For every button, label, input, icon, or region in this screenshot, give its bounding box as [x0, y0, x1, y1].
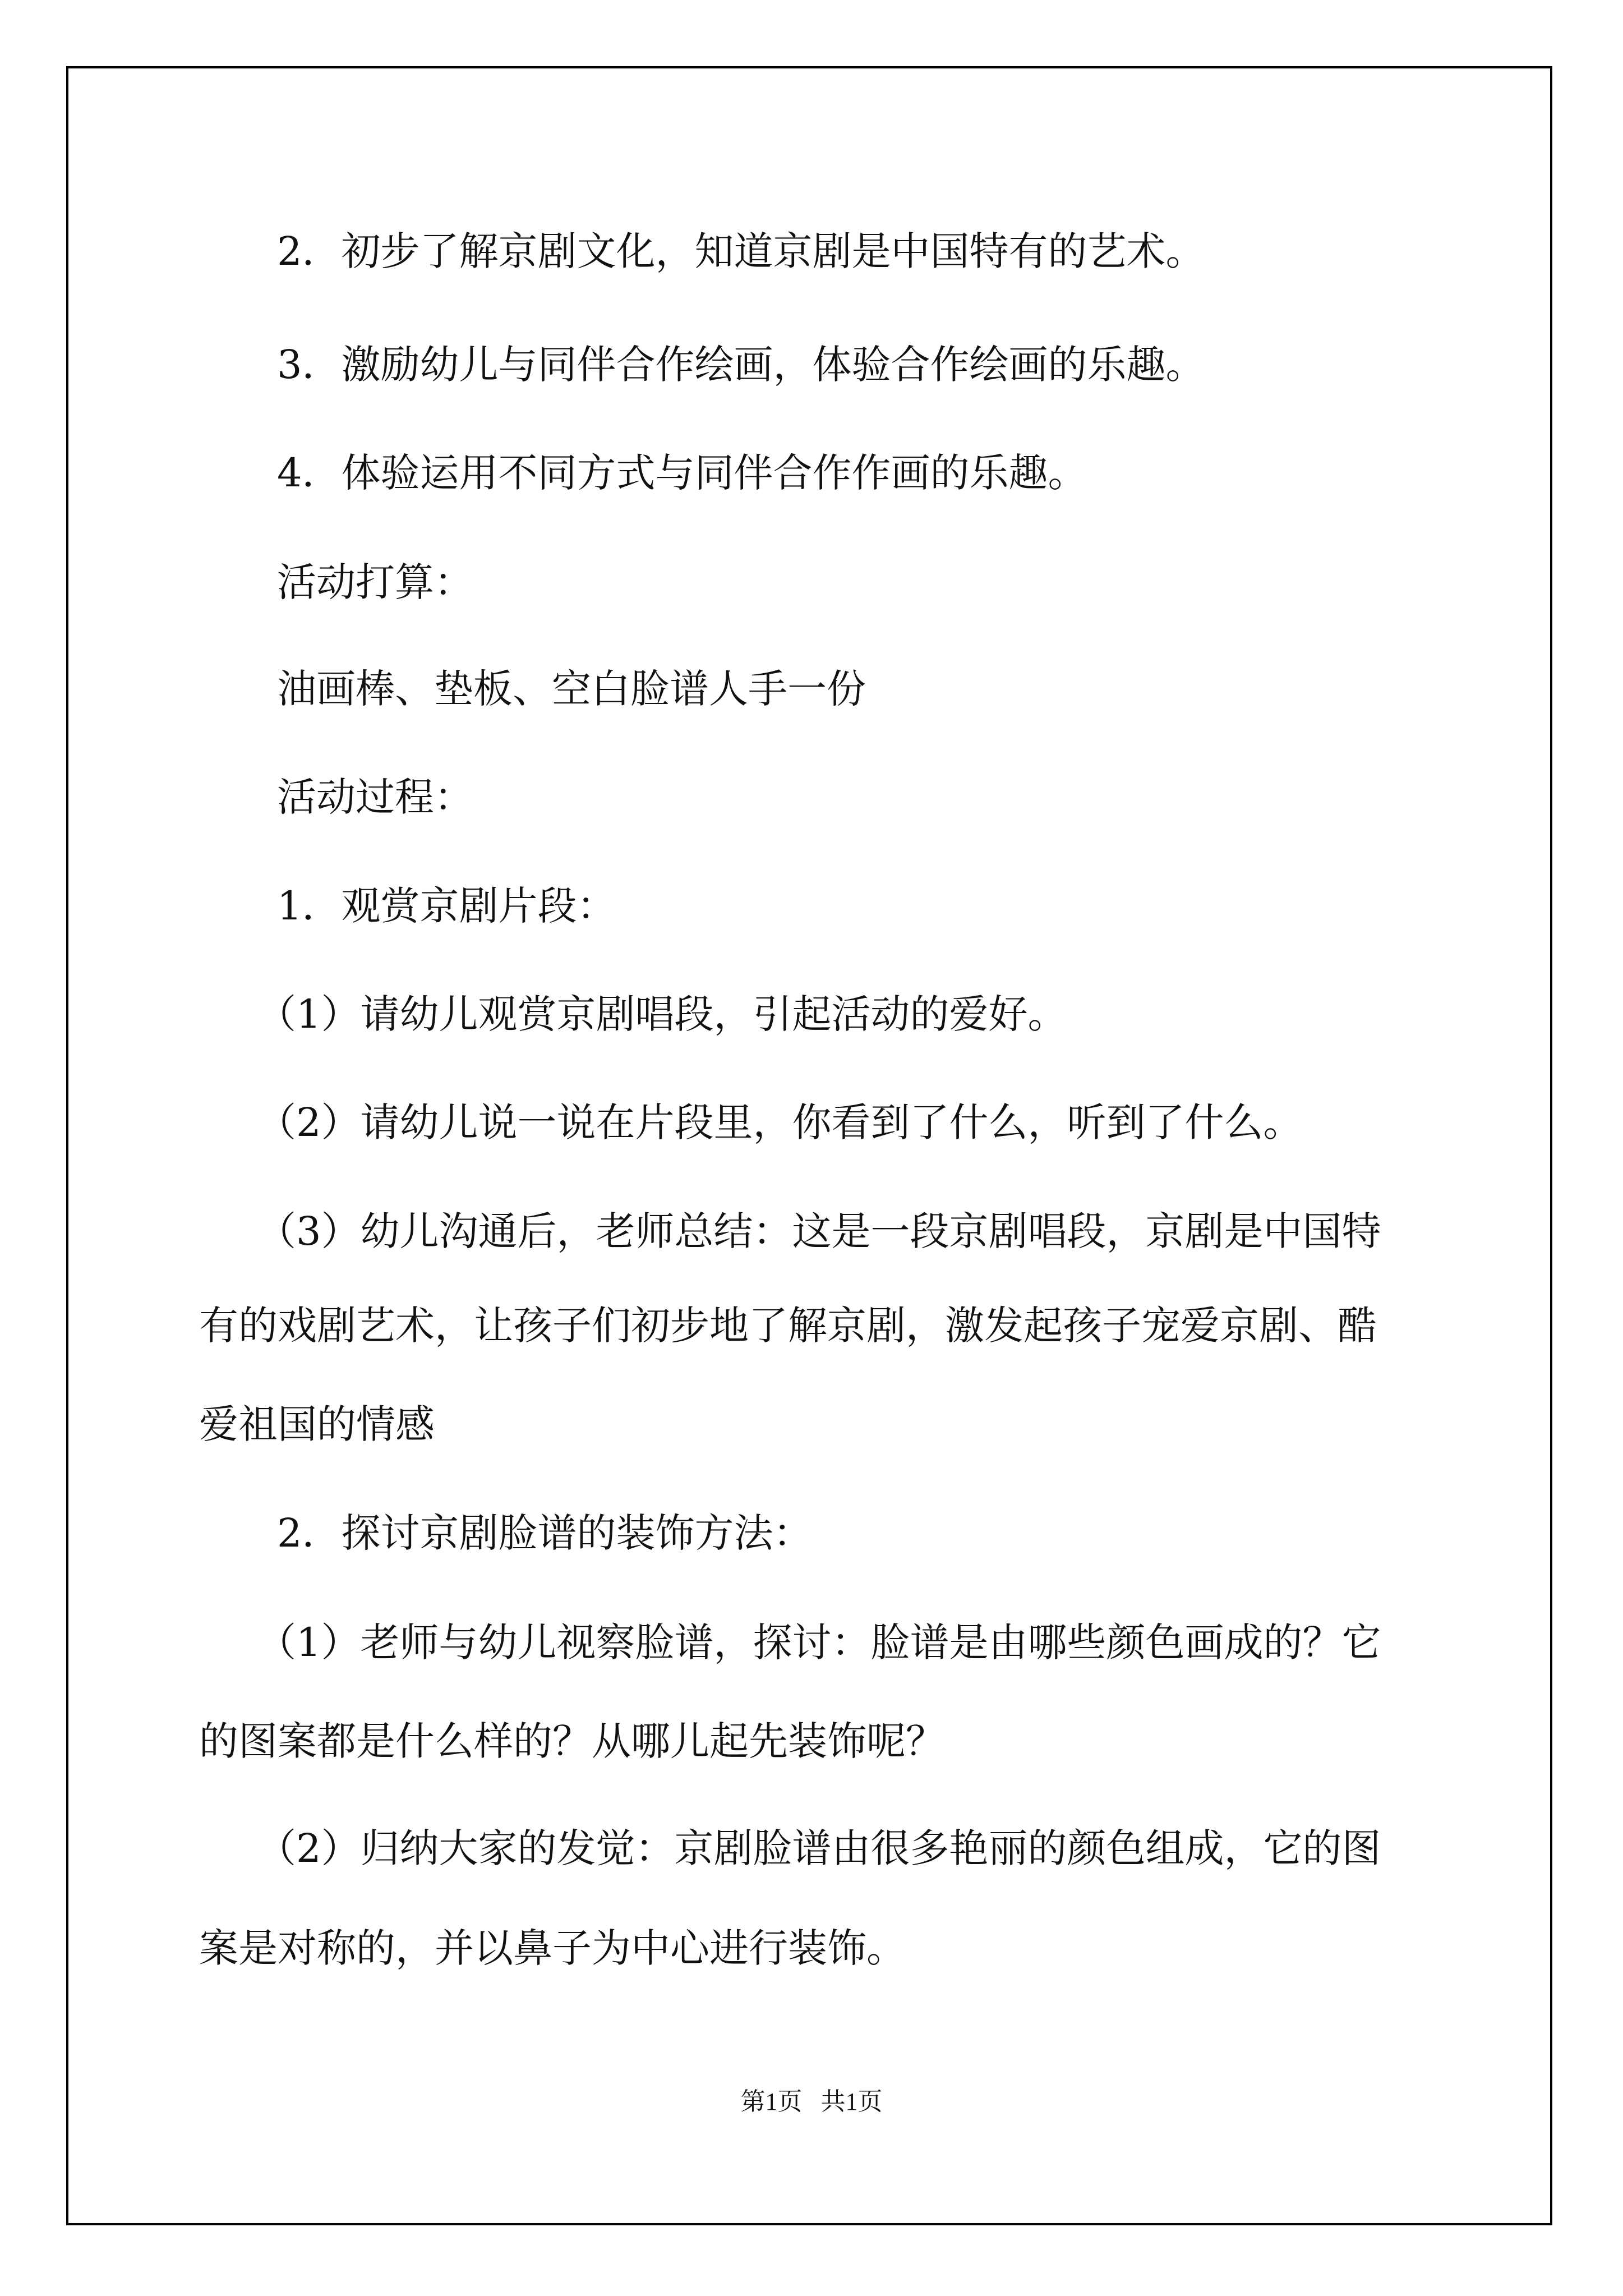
section-heading: 活动过程： — [277, 774, 473, 820]
paragraph-line: （2）请幼儿说一说在片段里，你看到了什么，听到了什么。 — [257, 1099, 1303, 1145]
page-footer: 第1页 共1页 — [740, 2088, 883, 2115]
paragraph-line: （1）老师与幼儿视察脸谱，探讨：脸谱是由哪些颜色画成的？它 — [257, 1619, 1381, 1665]
paragraph-line: （2）归纳大家的发觉：京剧脸谱由很多艳丽的颜色组成，它的图 — [257, 1825, 1381, 1871]
paragraph-line: 3．激励幼儿与同伴合作绘画，体验合作绘画的乐趣。 — [277, 342, 1205, 388]
section-heading: 活动打算： — [277, 559, 473, 605]
paragraph-line: 1．观赏京剧片段： — [277, 883, 616, 929]
paragraph-line: 4．体验运用不同方式与同伴合作作画的乐趣。 — [277, 450, 1087, 496]
paragraph-line: 2．初步了解京剧文化，知道京剧是中国特有的艺术。 — [277, 228, 1205, 274]
paragraph-line: 油画棒、垫板、空白脸谱人手一份 — [277, 666, 866, 712]
paragraph-line: （3）幼儿沟通后，老师总结：这是一段京剧唱段，京剧是中国特 — [257, 1208, 1381, 1254]
paragraph-line: 2．探讨京剧脸谱的装饰方法： — [277, 1510, 813, 1556]
paragraph-line: （1）请幼儿观赏京剧唱段，引起活动的爱好。 — [257, 991, 1067, 1037]
paragraph-line: 的图案都是什么样的？从哪儿起先装饰呢？ — [199, 1718, 945, 1764]
paragraph-line: 案是对称的，并以鼻子为中心进行装饰。 — [199, 1925, 906, 1971]
paragraph-line: 有的戏剧艺术，让孩子们初步地了解京剧，激发起孩子宠爱京剧、酷 — [199, 1303, 1377, 1349]
paragraph-line: 爱祖国的情感 — [199, 1401, 435, 1447]
